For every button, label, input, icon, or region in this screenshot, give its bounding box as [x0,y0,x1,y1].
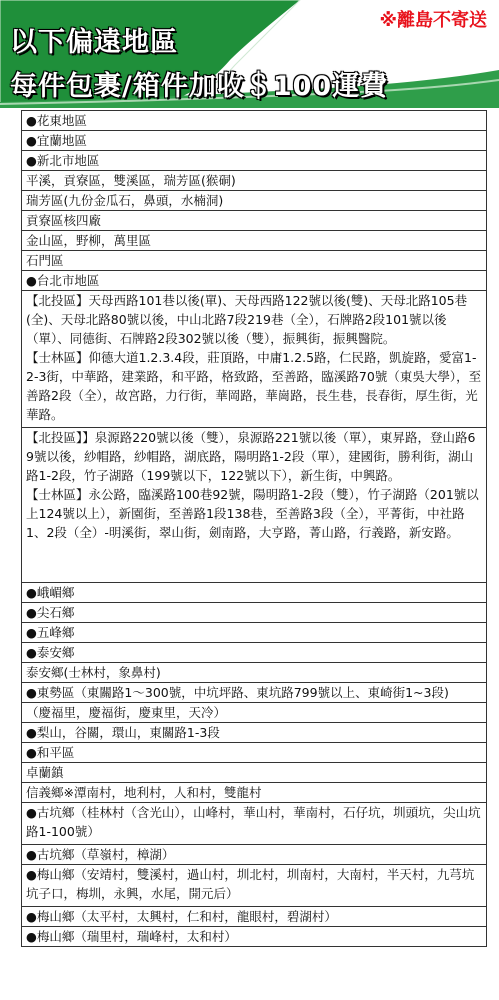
table-row: ●梨山，谷關，環山，東關路1-3段 [21,723,487,743]
table-row: ●尖石鄉 [21,603,487,623]
banner-title: 以下偏遠地區 [10,27,178,58]
table-row: ●古坑鄉（桂林村（含光山），山峰村，華山村，華南村，石仔坑，圳頭坑，尖山坑路1-100號） [21,803,487,845]
table-row: 【北投區】】泉源路220號以後（雙），泉源路221號以後（單），東昇路，登山路69號以後，紗帽路，紗帽路，湖底路，陽明路1-2段（單），建國街，勝利街，湖山路1-2段，竹子湖路（199號以下，122號以下），新生街，中興路。 【士林區】永公路，臨溪路100巷92號，陽明路1-2段（雙），竹子湖路（201號以上124號以上），新園街，至善路1段138巷，至善路3段（全），平菁街，中社路1、2段（全）-明溪街，翠山街，劍南路，大亨路，菁山路，行義路，新安路。 [21,428,487,583]
table-row: 卓蘭鎮 [21,763,487,783]
table-row: 石門區 [21,251,487,271]
table-row: ●宜蘭地區 [21,131,487,151]
table-row: 平溪，貢寮區，雙溪區，瑞芳區(猴硐) [21,171,487,191]
table-row: ●東勢區（東關路1～300號，中坑坪路、東坑路799號以上、東崎街1~3段) [21,683,487,703]
table-row: 金山區，野柳，萬里區 [21,231,487,251]
banner-subtitle: 每件包裹/箱件加收＄100運費 [10,71,389,102]
table-row: 泰安鄉(士林村，象鼻村) [21,663,487,683]
table-row: （慶福里，慶福街，慶東里，天冷） [21,703,487,723]
table-row: ●梅山鄉（安靖村，雙溪村，過山村，圳北村，圳南村，大南村，半天村，九芎坑坑子口，梅圳，永興，水尾，開元后） [21,865,487,907]
table-row: ●泰安鄉 [21,643,487,663]
table-row: ●梅山鄉（太平村，太興村，仁和村，龍眼村，碧湖村） [21,907,487,927]
table-row: ●五峰鄉 [21,623,487,643]
table-row: ●古坑鄉（草嶺村，樟湖） [21,845,487,865]
table-row: ●花東地區 [21,111,487,131]
table-row: 瑞芳區(九份金瓜石，鼻頭，水楠洞) [21,191,487,211]
table-row: ●梅山鄉（瑞里村，瑞峰村，太和村） [21,927,487,947]
table-row: ●台北市地區 [21,271,487,291]
table-row: ●峨嵋鄉 [21,583,487,603]
remote-area-table [21,110,487,947]
table-row: 貢寮區核四廠 [21,211,487,231]
table-row: 【北投區】天母西路101巷以後(單)、天母西路122號以後(雙)、天母北路105巷(全)、天母北路80號以後，中山北路7段219巷（全），石牌路2段101號以後（單）、同德街、石牌路2段302號以後（雙），振興街，振興醫院。 【士林區】仰德大道1.2.3.4段，莊頂路，中庸1.2.5路，仁民路，凱旋路，愛富1-2-3街，中華路，建業路，和平路，格致路，至善路，臨溪路70號（東吳大學），至善路2段（全），故宮路，力行街，華岡路，華崗路，長生巷，長春街，厚生街，光華路。 [21,291,487,428]
table-row: ●新北市地區 [21,151,487,171]
table-row: 信義鄉※潭南村，地利村，人和村，雙龍村 [21,783,487,803]
no-island-shipping-badge: ※離島不寄送 [379,10,487,31]
banner-header [0,0,499,108]
table-row: ●和平區 [21,743,487,763]
